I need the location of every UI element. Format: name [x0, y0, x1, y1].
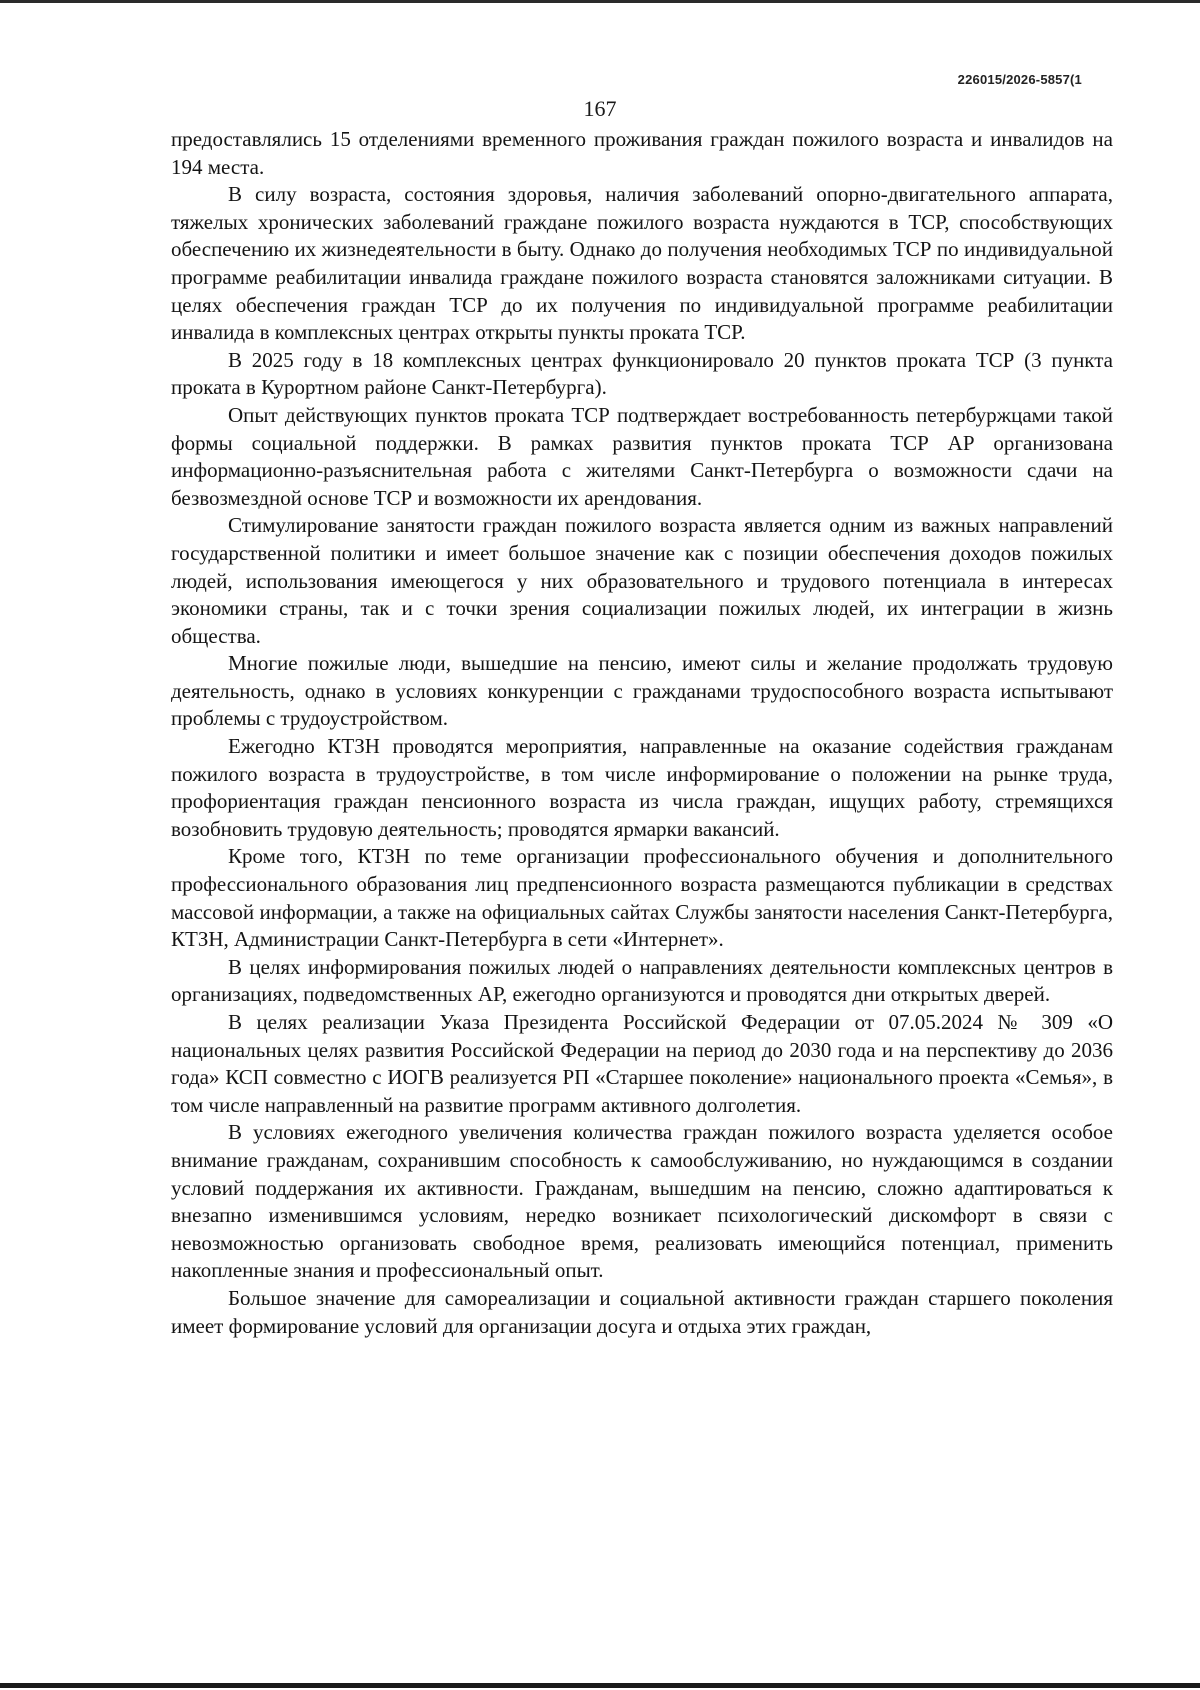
- paragraph-ktzn-publications: Кроме того, КТЗН по теме организации профессионального обучения и дополнительного профессионального образования лиц предпенсионного возраста размещаются публикации в средствах массовой информации, а также на официальных сайтах Службы занятости населения Санкт-Петербурга, КТЗН, Администрации Санкт-Петербурга в сети «Интернет».: [171, 844, 1113, 952]
- paragraph-ktzn-events: Ежегодно КТЗН проводятся мероприятия, направленные на оказание содействия гражданам пожилого возраста в трудоустройстве, в том числе информирование о положении на рынке труда, профориентация граждан пенсионного возраста из числа граждан, ищущих работу, стремящихся возобновить трудовую деятельность; проводятся ярмарки вакансий.: [171, 734, 1113, 841]
- scan-top-edge: [0, 0, 1200, 3]
- paragraph-rental-experience: Опыт действующих пунктов проката ТСР подтверждает востребованность петербуржцами такой формы социальной поддержки. В рамках развития пунктов проката ТСР АР организована информационно-разъяснительная работа с жителями Санкт-Петербурга о возможности сдачи на безвозмездной основе ТСР и возможности их арендования.: [171, 402, 1113, 510]
- scan-bottom-edge: [0, 1683, 1200, 1688]
- paragraph-leisure: Большое значение для самореализации и социальной активности граждан старшего поколения имеет формирование условий для организации досуга и отдыха этих граждан,: [171, 1285, 1113, 1338]
- paragraph-tsr-needs: В силу возраста, состояния здоровья, наличия заболеваний опорно-двигательного аппарата, тяжелых хронических заболеваний граждане пожилого возраста нуждаются в ТСР, способствующих обеспечению их жизнедеятельности в быту. Однако до получения необходимых ТСР по индивидуальной программе реабилитации инвалида граждане пожилого возраста становятся заложниками ситуации. В целях обеспечения граждан ТСР до их получения по индивидуальной программе реабилитации инвалида в комплексных центрах открыты пункты проката ТСР.: [171, 182, 1113, 345]
- paragraph-presidential-decree: В целях реализации Указа Президента Российской Федерации от 07.05.2024 № 309 «О национальных целях развития Российской Федерации на период до 2030 года и на перспективу до 2036 года» КСП совместно с ИОГВ реализуется РП «Старшее поколение» национального проекта «Семья», в том числе направленный на развитие программ активного долголетия.: [171, 1010, 1113, 1117]
- paragraph-employment-stimulation: Стимулирование занятости граждан пожилого возраста является одним из важных направлений государственной политики и имеет большое значение как с позиции обеспечения доходов пожилых людей, использования имеющегося у них образовательного и трудового потенциала в интересах экономики страны, так и с точки зрения социализации пожилых людей, их интеграции в жизнь общества.: [171, 513, 1113, 648]
- paragraph-rental-points-2025: В 2025 году в 18 комплексных центрах функционировало 20 пунктов проката ТСР (3 пункта проката в Курортном районе Санкт-Петербурга).: [171, 347, 1113, 400]
- paragraph-active-longevity: В условиях ежегодного увеличения количества граждан пожилого возраста уделяется особое внимание гражданам, сохранившим способность к самообслуживанию, но нуждающимся в создании условий поддержания их активности. Гражданам, вышедшим на пенсию, сложно адаптироваться к внезапно изменившимся условиям, нередко возникает психологический дискомфорт в связи с невозможностью организовать свободное время, реализовать имеющийся потенциал, применить накопленные знания и профессиональный опыт.: [171, 1120, 1113, 1283]
- paragraph-pensioners-work: Многие пожилые люди, вышедшие на пенсию, имеют силы и желание продолжать трудовую деятельность, однако в условиях конкуренции с гражданами трудоспособного возраста испытывают проблемы с трудоустройством.: [171, 651, 1113, 731]
- paragraph-open-days: В целях информирования пожилых людей о направлениях деятельности комплексных центров в организациях, подведомственных АР, ежегодно организуются и проводятся дни открытых дверей.: [171, 954, 1113, 1007]
- page-number: 167: [583, 96, 617, 121]
- document-body: [171, 126, 1113, 1340]
- paragraph-continuation: предоставлялись 15 отделениями временного проживания граждан пожилого возраста и инвалидов на 194 места.: [171, 127, 1113, 179]
- registration-number: 226015/2026-5857(1: [957, 72, 1082, 87]
